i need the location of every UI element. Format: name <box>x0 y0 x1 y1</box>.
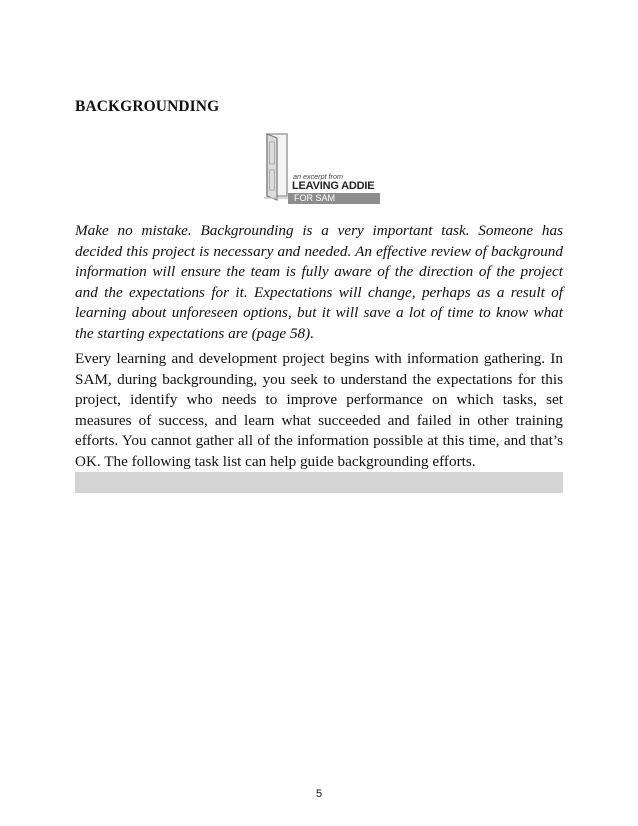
section-heading: BACKGROUNDING <box>75 98 220 115</box>
table-header-bar <box>75 472 563 493</box>
logo-text-block <box>288 132 380 204</box>
logo-subtitle: FOR SAM <box>294 193 336 203</box>
logo-excerpt-label: an excerpt from <box>293 172 343 181</box>
page-number: 5 <box>315 788 323 800</box>
logo-title: LEAVING ADDIE <box>292 180 375 192</box>
quote-paragraph: Make no mistake. Backgrounding is a very important task. Someone has decided this project is necessary and needed. An effective review of background information will ensure the team is fully aware of the direction of the project and the expectations for it. Expectations will change, perhaps as a result of learning about unforeseen options, but it will save a lot of time to know what the starting expectations are (page 58). <box>75 222 563 342</box>
book-excerpt-logo <box>262 132 380 204</box>
body-paragraph: Every learning and development project begins with information gathering. In SAM, during backgrounding, you seek to understand the expectations for this project, identify who needs to improve performance on which tasks, set measures of success, and learn what succeeded and failed in other training efforts. You cannot gather all of the information possible at this time, and that’s OK. The following task list can help guide backgrounding efforts. <box>75 350 563 470</box>
